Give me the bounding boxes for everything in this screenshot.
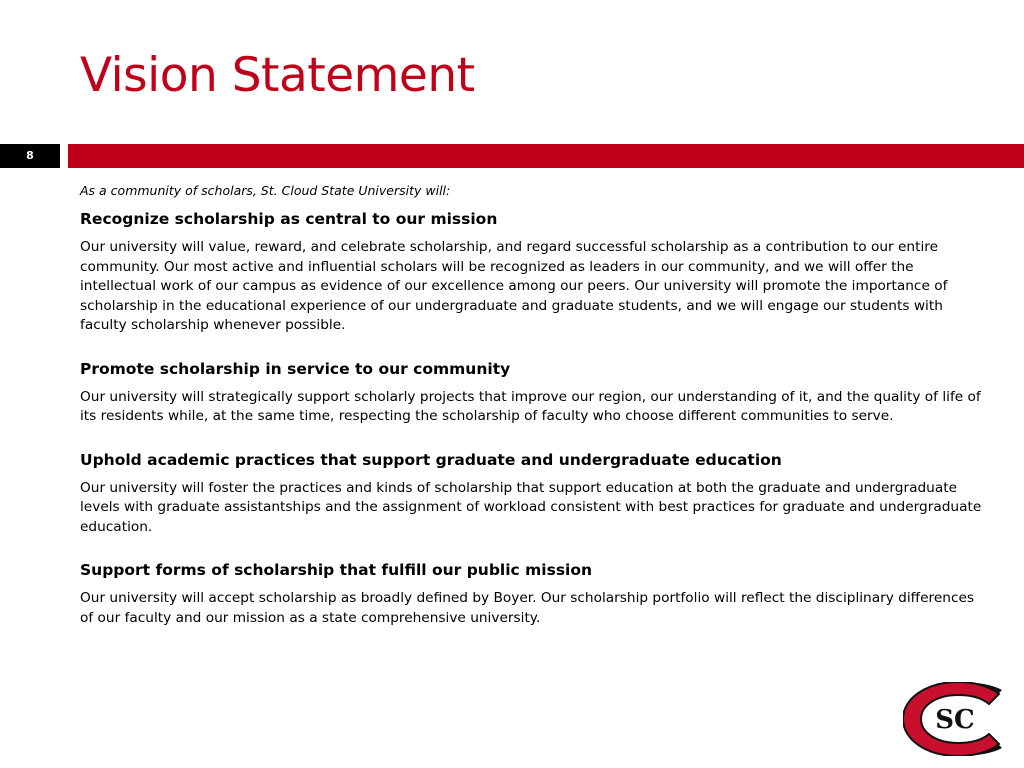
slide-number: 8 bbox=[0, 144, 60, 168]
section-body: Our university will accept scholarship as broadly defined by Boyer. Our scholarship portfolio will reflect the disciplinary differences of our faculty and our mission as a state comprehensive university. bbox=[80, 590, 975, 626]
slide-title: Vision Statement bbox=[80, 48, 475, 103]
slide-content bbox=[80, 182, 985, 628]
section-body: Our university will value, reward, and celebrate scholarship, and regard successful scholarship as a contribution to our entire community. Our most active and influential scholars will be recognized as leaders in our community, and we will offer the intellectual work of our campus as evidence of our excellence among our peers. Our university will promote the importance of scholarship in the educational experience of our undergraduate and graduate students, and we will engage our students with faculty scholarship whenever possible. bbox=[80, 239, 948, 333]
intro-text: As a community of scholars, St. Cloud State University will: bbox=[80, 183, 451, 198]
section-academic-practices bbox=[80, 450, 985, 538]
section-heading: Recognize scholarship as central to our mission bbox=[80, 210, 498, 228]
section-heading: Uphold academic practices that support graduate and undergraduate education bbox=[80, 450, 782, 469]
scsu-logo-icon bbox=[903, 682, 1005, 756]
logo-letters: SC bbox=[935, 705, 975, 735]
section-scholarship-central bbox=[80, 209, 985, 336]
section-body: Our university will foster the practices and kinds of scholarship that support education at both the graduate and undergraduate levels with graduate assistantships and the assignment of workload consistent with best practices for graduate and undergraduate education. bbox=[80, 479, 982, 535]
section-scholarship-service bbox=[80, 359, 985, 427]
section-heading: Promote scholarship in service to our community bbox=[80, 359, 511, 378]
section-body: Our university will strategically support scholarly projects that improve our region, our understanding of it, and the quality of life of its residents while, at the same time, respecting the scholarship of faculty who choose different communities to serve. bbox=[80, 388, 981, 424]
section-public-mission bbox=[80, 560, 985, 628]
section-heading: Support forms of scholarship that fulfill our public mission bbox=[80, 561, 593, 579]
title-rule bbox=[68, 144, 1024, 168]
